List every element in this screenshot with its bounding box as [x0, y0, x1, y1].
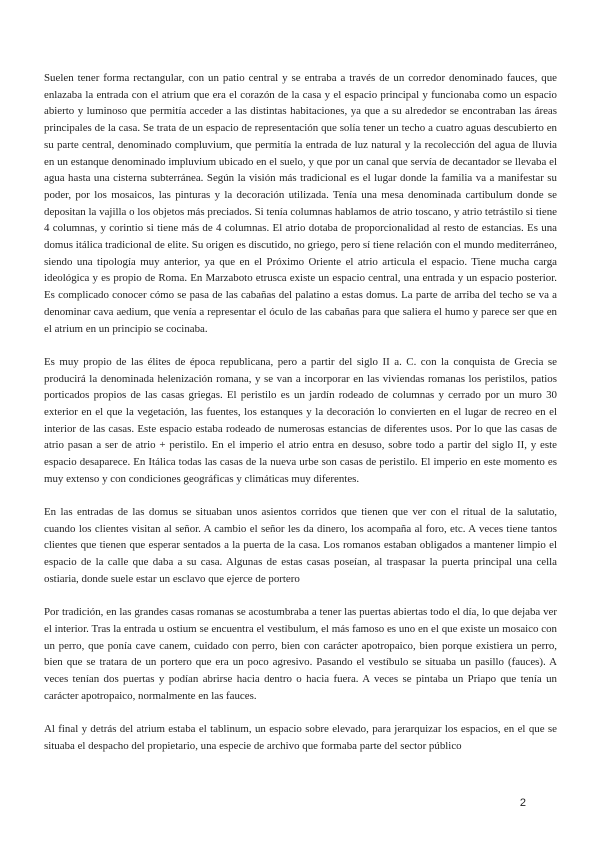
paragraph-tablinum: Al final y detrás del atrium estaba el tablinum, un espacio sobre elevado, para jerarquizar los espacios, en el que se situaba el despacho del propietario, una especie de archivo que formaba parte del sector público [44, 722, 557, 752]
body-text [44, 70, 557, 771]
paragraph-salutatio: En las entradas de las domus se situaban unos asientos corridos que tienen que ver con el ritual de la salutatio, cuando los clientes visitan al señor. A cambio el señor les da dinero, los acompaña al foro, etc. A veces tiene tantos clientes que tienen que esperar sentados a la puerta de la casa. Los romanos estaban obligados a mantener limpio el espacio de la calle que daba a su casa. Algunas de estas casas poseían, al traspasar la puerta principal una cella ostiaria, donde suele estar un esclavo que ejerce de portero [44, 506, 557, 585]
paragraph-atrium: Suelen tener forma rectangular, con un patio central y se entraba a través de un corredor denominado fauces, que enlazaba la entrada con el atrium que era el corazón de la casa y el espacio principal y funcionaba como un espacio abierto y luminoso que permitía acceder a las distintas habitaciones, ya que a su alrededor se encontraban las áreas principales de la casa. Se trata de un espacio de representación que solía tener un techo a cuatro aguas descubierto en su parte central, denominado compluvium, que permitía la entrada de luz natural y la recolección del agua de lluvia en un estanque denominado impluvium ubicado en el suelo, y que por un canal que servía de decantador se llevaba el agua hasta una cisterna subterránea. Según la visión más tradicional es el lugar donde la familia va a manifestar su poder, por los mosaicos, las pinturas y la decoración utilizada. Tenía una mesa denominada cartibulum donde se depositan la vajilla o los objetos más preciados. Si tenía columnas hablamos de atrio toscano, y atrio tetrástilo si tiene 4 columnas, y corintio si tiene más de 4 columnas. El atrio dotaba de proporcionalidad al resto de estancias. Es una domus itálica tradicional de elite. Su origen es discutido, no griego, pero sí tiene relación con el mundo mediterráneo, siendo una tipología muy anterior, ya que en el Próximo Oriente el atrio articula el espacio. Tiene mucha carga ideológica y es propio de Roma. En Marzaboto etrusca existe un espacio central, una entrada y un espacio posterior. Es complicado conocer cómo se pasa de las cabañas del palatino a estas domus. La parte de arriba del techo se va a denominar cava aedium, que venía a representar el óculo de las cabañas para que saliera el humo y parece ser que en el atrium en un principio se cocinaba. [44, 72, 557, 335]
paragraph-peristilo: Es muy propio de las élites de época republicana, pero a partir del siglo II a. C. con la conquista de Grecia se producirá la denominada helenización romana, y se van a incorporar en las viviendas romanas los peristilos, patios porticados propios de las casas griegas. El peristilo es un jardín rodeado de columnas y cerrado por un muro 30 exterior en el que la vegetación, las fuentes, los estanques y la decoración lo convierten en el lugar de recreo en el interior de las casas. Este espacio estaba rodeado de numerosas estancias de diferentes usos. Por lo que las casas de atrio pasan a ser de atrio + peristilo. En el imperio el atrio entra en desuso, sobre todo a partir del siglo II, y este espacio desaparece. En Itálica todas las casas de la nueva urbe son casas de peristilo. El imperio en este momento es muy extenso y con condiciones geográficas y climáticas muy diferentes. [44, 355, 557, 485]
paragraph-vestibulum: Por tradición, en las grandes casas romanas se acostumbraba a tener las puertas abiertas todo el día, lo que dejaba ver el interior. Tras la entrada u ostium se encuentra el vestibulum, el más famoso es uno en el que existe un mosaico con un perro, que ponía cave canem, cuidado con perro, bien con carácter apotropaico, bien porque existiera un perro, bien que se tratara de un portero que era un poco agresivo. Pasando el vestíbulo se situaba un pasillo (fauces). A veces tenían dos puertas y podían abrirse hacia dentro o hacia fuera. A veces se pintaba un Priapo que tenía un carácter apotropaico, normalmente en las fauces. [44, 606, 557, 702]
page-number: 2 [519, 797, 526, 809]
